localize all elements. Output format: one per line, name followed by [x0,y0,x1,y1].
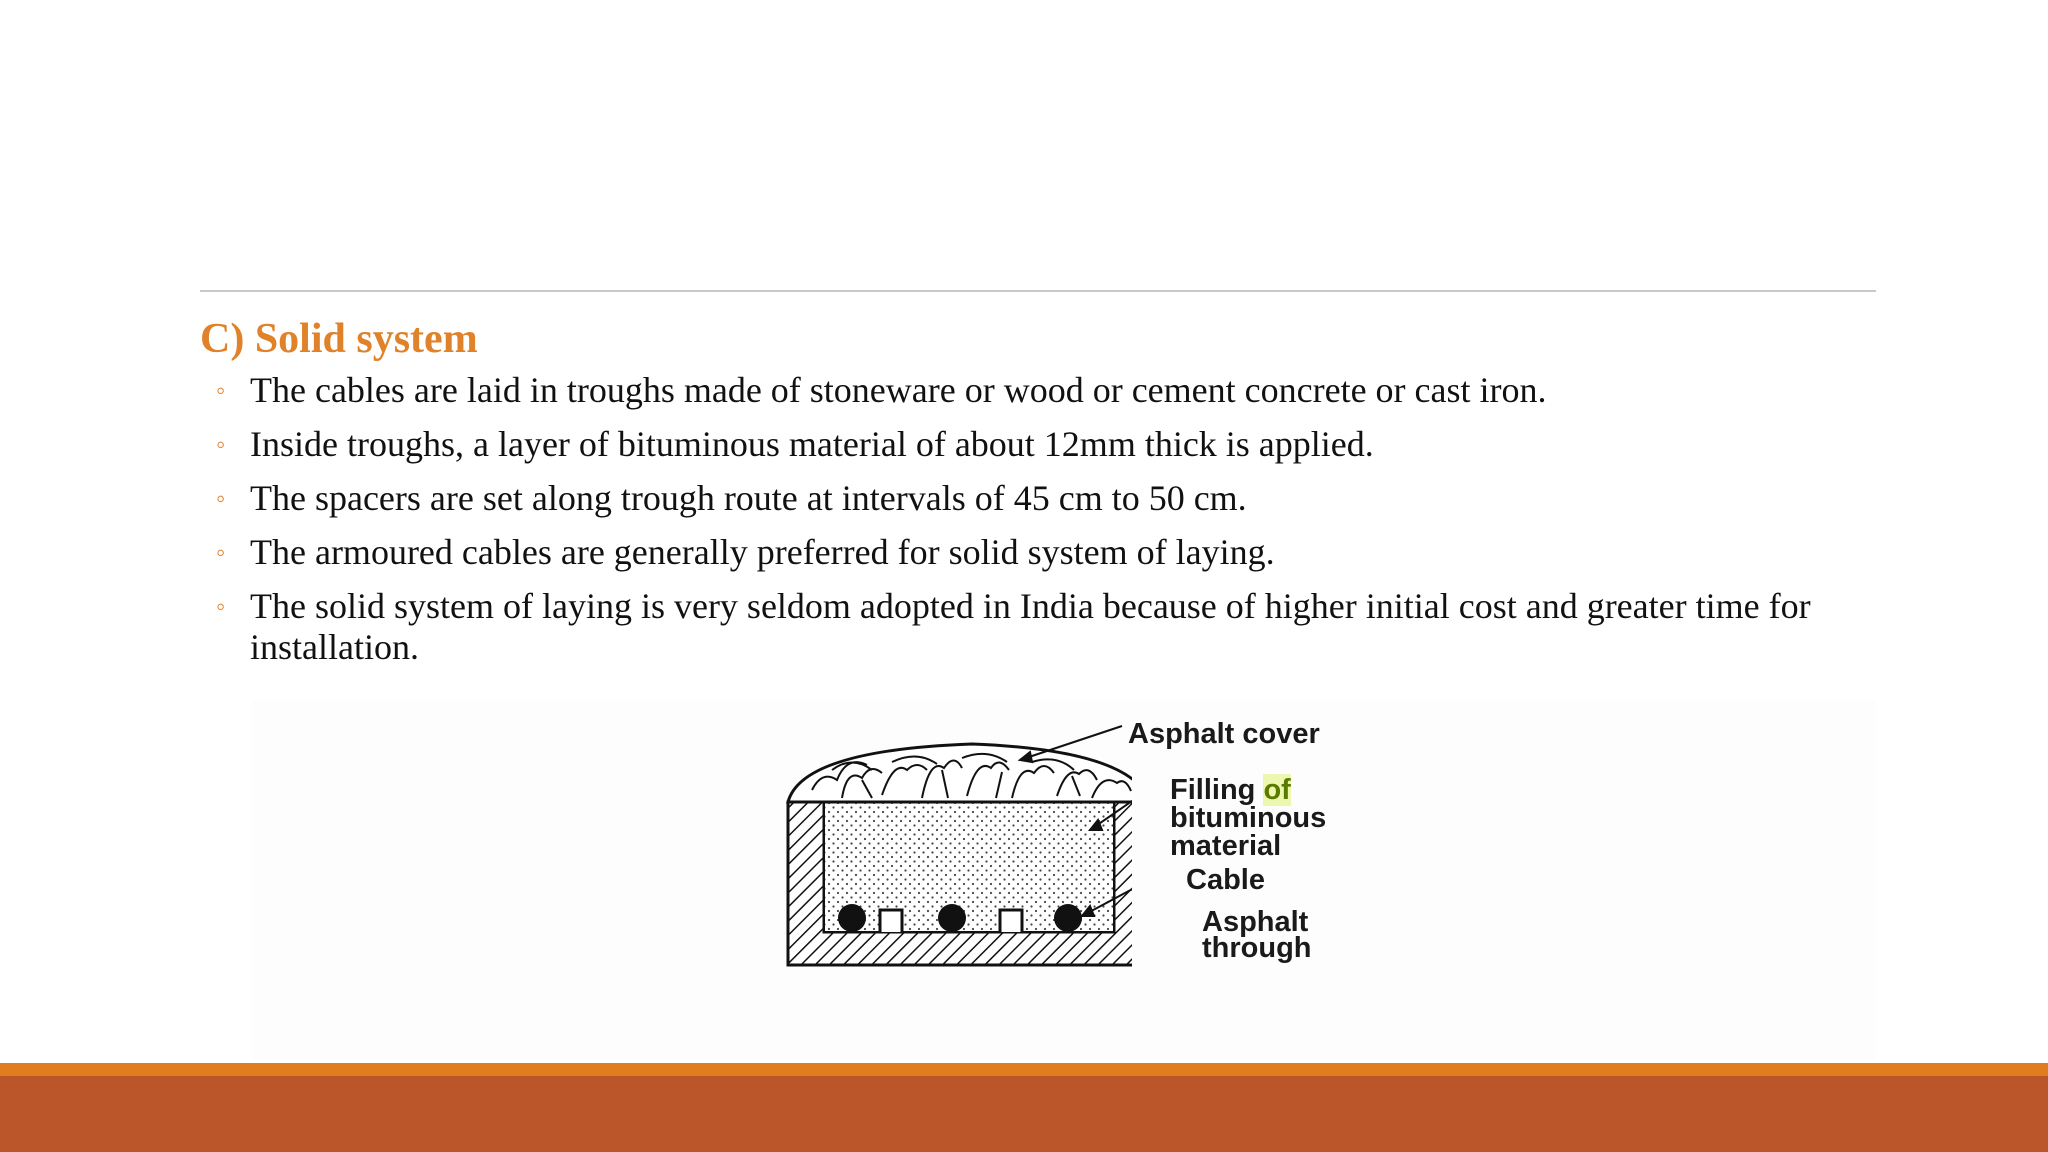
bullet-text: Inside troughs, a layer of bituminous material of about 12mm thick is applied. [250,424,1374,464]
trough-cross-section [772,710,1132,980]
cable-1 [838,904,866,932]
label-filling-text: Filling [1170,774,1256,806]
bullet-marker-icon: ◦ [216,484,226,513]
footer-band [0,1076,2048,1152]
solid-system-diagram [252,700,1876,1060]
label-filling-of: of [1263,774,1291,806]
bullet-marker-icon: ◦ [216,538,226,567]
bullet-text: The cables are laid in troughs made of stoneware or wood or cement concrete or cast iron. [250,370,1547,410]
bullet-item [216,424,1880,465]
bullet-marker-icon: ◦ [216,592,226,621]
bullet-item [216,532,1880,573]
bullet-marker-icon: ◦ [216,376,226,405]
label-cable: Cable [1186,864,1265,896]
cable-3 [1054,904,1082,932]
label-filling [1170,776,1291,804]
bullet-text: The spacers are set along trough route at intervals of 45 cm to 50 cm. [250,478,1247,518]
footer-accent-band [0,1063,2048,1076]
label-asphalt-cover: Asphalt cover [1128,718,1320,750]
bullet-item [216,370,1880,411]
cable-2 [938,904,966,932]
label-asphalt: Asphalt [1202,906,1309,938]
bullet-list [216,370,1880,681]
top-divider [200,290,1876,292]
label-material: material [1170,830,1282,862]
bullet-text: The armoured cables are generally preferred for solid system of laying. [250,532,1275,572]
spacer-left [880,910,902,932]
label-through: through [1202,932,1312,964]
bullet-text: The solid system of laying is very seldom adopted in India because of higher initial cost and greater time for installation. [250,586,1811,667]
bullet-item [216,586,1880,668]
bullet-item [216,478,1880,519]
label-bituminous: bituminous [1170,802,1327,834]
spacer-right [1000,910,1022,932]
slide-heading: C) Solid system [200,316,478,362]
bullet-marker-icon: ◦ [216,430,226,459]
